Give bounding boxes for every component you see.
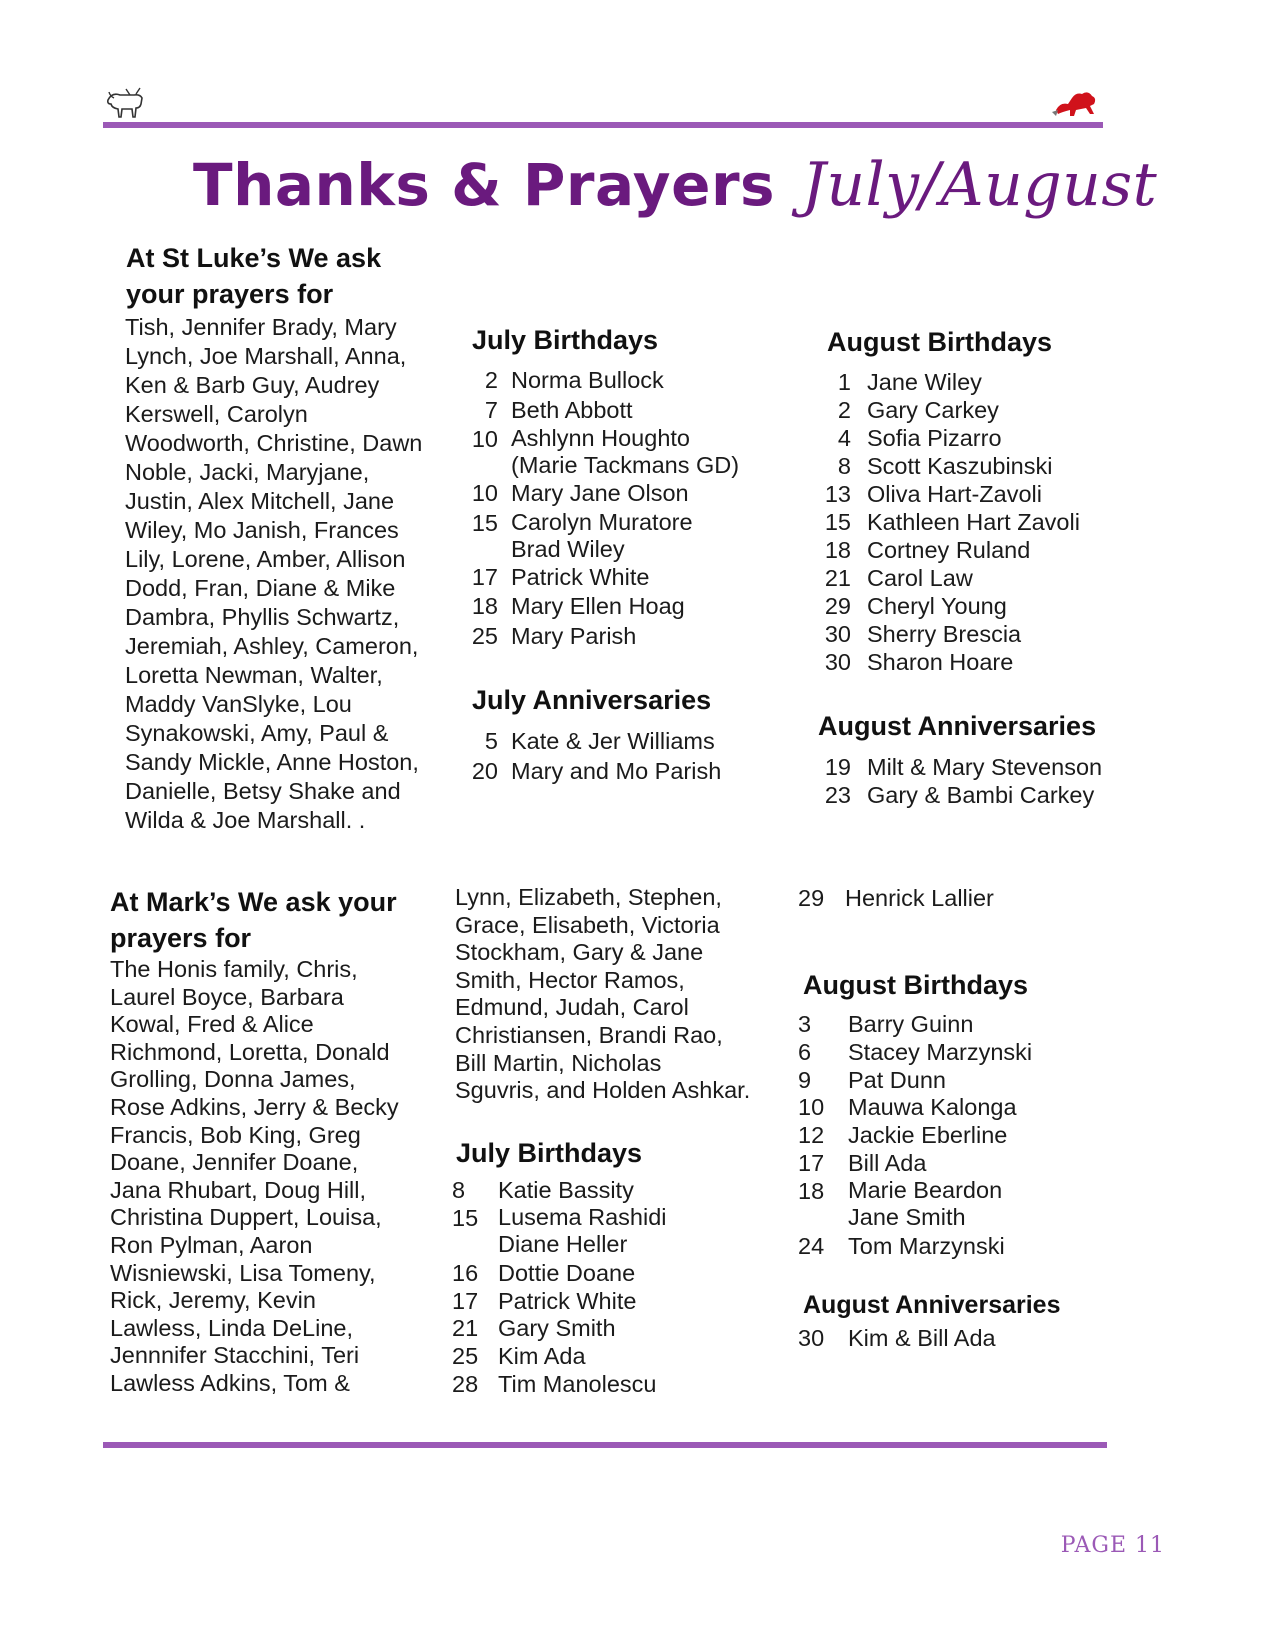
name-line: Mary Parish (511, 622, 637, 649)
name-line: Scott Kaszubinski (867, 453, 1053, 479)
name-line: Jackie Eberline (848, 1122, 1008, 1149)
prayer-line: Laurel Boyce, Barbara (110, 983, 344, 1010)
st-marks-heading (110, 884, 397, 956)
person-name (867, 620, 1021, 649)
prayer-line: Smith, Hector Ramos, (455, 966, 685, 993)
name-line: Carolyn Muratore (511, 508, 693, 535)
name-line: Carol Law (867, 565, 973, 591)
prayer-line: Wiley, Mo Janish, Frances (125, 517, 399, 543)
name-line: Mary Ellen Hoag (511, 593, 685, 619)
name-line: Dottie Doane (498, 1259, 636, 1286)
prayer-line: Sguvris, and Holden Ashkar. (455, 1077, 751, 1104)
day-number: 3 (798, 1011, 812, 1037)
person-name (867, 592, 1007, 621)
prayer-line: Justin, Alex Mitchell, Jane (125, 488, 395, 514)
name-line: Milt & Mary Stevenson (867, 754, 1103, 780)
person-name (511, 396, 633, 425)
prayer-line: Jennnifer Stacchini, Teri (110, 1342, 360, 1369)
title-main: Thanks & Prayers (193, 151, 776, 219)
prayer-line: Francis, Bob King, Greg (110, 1121, 361, 1148)
person-name (498, 1370, 656, 1399)
prayer-line: Grace, Elisabeth, Victoria (455, 911, 720, 938)
prayer-line: Danielle, Betsy Shake and (125, 778, 401, 804)
name-line: Lusema Rashidi (498, 1203, 667, 1230)
day-number: 12 (798, 1122, 825, 1149)
name-line: Barry Guinn (848, 1011, 974, 1037)
prayer-line: Lynch, Joe Marshall, Anna, (125, 343, 407, 369)
name-line: Kim Ada (498, 1343, 586, 1370)
person-name (498, 1176, 634, 1205)
page-number: PAGE 11 (1060, 1533, 1165, 1558)
day-number: 7 (484, 396, 498, 423)
name-line: Stacey Marzynski (848, 1038, 1033, 1065)
person-name (848, 1093, 1017, 1122)
day-number: 2 (837, 397, 851, 423)
day-number: 6 (798, 1038, 812, 1065)
page-title (193, 150, 1158, 220)
name-line: Cortney Ruland (867, 537, 1031, 563)
name-line: Katie Bassity (498, 1177, 634, 1203)
person-name (848, 1038, 1032, 1067)
st-marks-august-anniversaries-heading: August Anniversaries (803, 1291, 1061, 1319)
name-line: Cheryl Young (867, 593, 1007, 619)
person-name (511, 563, 649, 592)
person-name (848, 1232, 1005, 1261)
person-name (848, 1324, 996, 1353)
day-number: 19 (824, 754, 851, 780)
st-lukes-july-birthdays-heading: July Birthdays (472, 325, 659, 355)
prayer-line: Dodd, Fran, Diane & Mike (125, 575, 396, 601)
day-number: 10 (798, 1094, 825, 1121)
top-rule (103, 122, 1103, 128)
name-line: Gary Carkey (867, 397, 999, 423)
name-line: Mauwa Kalonga (848, 1094, 1017, 1121)
day-number: 21 (824, 565, 851, 591)
person-name (867, 564, 973, 593)
day-number: 30 (798, 1325, 825, 1351)
name-line: Beth Abbott (511, 396, 633, 423)
name-line: Kate & Jer Williams (511, 728, 715, 754)
st-lukes-heading-line: your prayers for (126, 279, 334, 309)
day-number: 30 (824, 621, 851, 647)
prayer-line: Kerswell, Carolyn (125, 401, 308, 427)
person-name (498, 1259, 635, 1288)
name-line: Sofia Pizarro (867, 425, 1002, 451)
day-number: 9 (798, 1066, 812, 1093)
name-line: Mary Jane Olson (511, 480, 689, 506)
day-number: 25 (471, 622, 498, 649)
name-line: Brad Wiley (511, 535, 625, 562)
prayer-line: Noble, Jacki, Maryjane, (125, 459, 370, 485)
person-name (867, 536, 1030, 565)
st-lukes-august-anniversaries-heading: August Anniversaries (818, 711, 1097, 741)
prayer-line: Richmond, Loretta, Donald (110, 1038, 390, 1065)
prayer-line: Bill Martin, Nicholas (455, 1049, 662, 1076)
person-name (848, 1149, 926, 1178)
day-number: 29 (824, 593, 851, 619)
prayer-line: Stockham, Gary & Jane (455, 939, 704, 966)
name-line: Norma Bullock (511, 367, 664, 393)
person-name (867, 781, 1094, 810)
name-line: Sherry Brescia (867, 621, 1022, 647)
st-marks-july-birthdays-heading: July Birthdays (456, 1138, 643, 1168)
name-line: Jane Smith (848, 1203, 966, 1230)
day-number: 23 (824, 782, 851, 808)
person-name (845, 884, 994, 913)
person-name (867, 480, 1042, 509)
prayer-line: Lynn, Elizabeth, Stephen, (455, 884, 722, 910)
day-number: 17 (452, 1287, 479, 1314)
person-name (511, 425, 739, 479)
day-number: 5 (484, 728, 498, 754)
name-line: Tim Manolescu (498, 1370, 657, 1397)
st-lukes-heading-line: At St Luke’s We ask (126, 243, 382, 273)
st-lukes-heading (126, 240, 381, 312)
prayer-line: Lily, Lorene, Amber, Allison (125, 546, 406, 572)
name-line: Gary & Bambi Carkey (867, 782, 1095, 808)
prayer-line: Maddy VanSlyke, Lou (125, 691, 352, 717)
prayer-line: Grolling, Donna James, (110, 1066, 356, 1093)
day-number: 2 (484, 367, 498, 393)
person-name (867, 452, 1052, 481)
st-marks-prayer-list (110, 956, 399, 1398)
prayer-line: Wilda & Joe Marshall. . (125, 807, 366, 833)
person-name (867, 648, 1013, 677)
person-name (848, 1066, 946, 1095)
st-marks-heading-line: At Mark’s We ask your (110, 887, 397, 917)
day-number: 15 (452, 1204, 479, 1231)
prayer-line: Tish, Jennifer Brady, Mary (125, 314, 397, 340)
person-name (498, 1314, 616, 1343)
day-number: 15 (471, 509, 498, 536)
person-name (867, 396, 999, 425)
person-name (511, 757, 721, 786)
lion-icon (1050, 88, 1102, 120)
st-marks-heading-line: prayers for (110, 923, 252, 953)
day-number: 8 (837, 453, 851, 479)
day-number: 20 (471, 757, 498, 784)
prayer-line: Jeremiah, Ashley, Cameron, (125, 633, 419, 659)
day-number: 21 (452, 1315, 479, 1342)
prayer-line: Lawless Adkins, Tom & (110, 1369, 350, 1396)
name-line: Oliva Hart-Zavoli (867, 481, 1042, 507)
day-number: 28 (452, 1370, 479, 1397)
day-number: 10 (471, 426, 498, 452)
day-number: 30 (824, 649, 851, 675)
person-name (511, 479, 689, 508)
name-line: Ashlynn Houghto (511, 425, 690, 451)
person-name (511, 727, 715, 756)
name-line: Sharon Hoare (867, 649, 1014, 675)
person-name (498, 1342, 586, 1371)
person-name (511, 509, 693, 563)
st-marks-prayer-list-continued (455, 884, 750, 1105)
name-line: Mary and Mo Parish (511, 757, 722, 784)
bottom-rule (103, 1442, 1107, 1448)
prayer-line: Rick, Jeremy, Kevin (110, 1287, 316, 1314)
name-line: Marie Beardon (848, 1176, 1003, 1203)
day-number: 13 (824, 481, 851, 507)
st-lukes-august-birthdays-heading: August Birthdays (827, 327, 1053, 357)
prayer-line: Rose Adkins, Jerry & Becky (110, 1093, 399, 1120)
title-script: July/August (801, 150, 1158, 220)
person-name (511, 366, 664, 395)
person-name (867, 424, 1002, 453)
prayer-line: Dambra, Phyllis Schwartz, (125, 604, 400, 630)
prayer-line: Woodworth, Christine, Dawn (125, 430, 423, 456)
day-number: 17 (471, 563, 498, 590)
name-line: Patrick White (511, 563, 650, 590)
person-name (848, 1010, 973, 1039)
prayer-line: Christina Duppert, Louisa, (110, 1204, 382, 1231)
prayer-line: The Honis family, Chris, (110, 956, 358, 982)
day-number: 10 (471, 480, 498, 506)
day-number: 25 (452, 1343, 479, 1370)
day-number: 18 (798, 1177, 825, 1204)
prayer-line: Ken & Barb Guy, Audrey (125, 372, 380, 398)
st-marks-august-birthdays-heading: August Birthdays (803, 970, 1029, 1000)
prayer-line: Loretta Newman, Walter, (125, 662, 383, 688)
st-lukes-july-anniversaries-heading: July Anniversaries (472, 685, 712, 715)
prayer-line: Wisniewski, Lisa Tomeny, (110, 1259, 376, 1286)
name-line: (Marie Tackmans GD) (511, 452, 740, 478)
name-line: Kim & Bill Ada (848, 1325, 996, 1351)
person-name (511, 592, 685, 621)
person-name (867, 368, 982, 397)
name-line: Henrick Lallier (845, 885, 994, 911)
st-lukes-prayer-list (125, 313, 422, 835)
person-name (867, 508, 1080, 537)
name-line: Tom Marzynski (848, 1232, 1005, 1259)
person-name (848, 1177, 1002, 1231)
prayer-line: Kowal, Fred & Alice (110, 1011, 314, 1038)
prayer-line: Synakowski, Amy, Paul & (125, 720, 389, 746)
person-name (498, 1287, 636, 1316)
name-line: Bill Ada (848, 1149, 927, 1176)
day-number: 15 (824, 509, 851, 535)
day-number: 18 (471, 593, 498, 619)
person-name (498, 1204, 667, 1258)
day-number: 16 (452, 1259, 479, 1286)
ox-icon (104, 86, 146, 120)
day-number: 24 (798, 1232, 825, 1259)
name-line: Pat Dunn (848, 1066, 946, 1093)
day-number: 17 (798, 1149, 825, 1176)
person-name (867, 753, 1102, 782)
prayer-line: Jana Rhubart, Doug Hill, (110, 1176, 367, 1203)
name-line: Patrick White (498, 1287, 637, 1314)
prayer-line: Doane, Jennifer Doane, (110, 1149, 359, 1176)
day-number: 18 (824, 537, 851, 563)
day-number: 8 (452, 1177, 466, 1203)
name-line: Jane Wiley (867, 369, 982, 395)
prayer-line: Christiansen, Brandi Rao, (455, 1021, 723, 1048)
day-number: 4 (837, 425, 851, 451)
prayer-line: Lawless, Linda DeLine, (110, 1314, 353, 1341)
person-name (511, 622, 636, 651)
person-name (848, 1121, 1007, 1150)
prayer-line: Ron Pylman, Aaron (110, 1231, 313, 1258)
day-number: 29 (798, 885, 825, 911)
prayer-line: Edmund, Judah, Carol (455, 994, 689, 1021)
name-line: Gary Smith (498, 1315, 616, 1342)
prayer-line: Sandy Mickle, Anne Hoston, (125, 749, 419, 775)
day-number: 1 (837, 369, 851, 395)
name-line: Diane Heller (498, 1230, 628, 1257)
name-line: Kathleen Hart Zavoli (867, 509, 1080, 535)
